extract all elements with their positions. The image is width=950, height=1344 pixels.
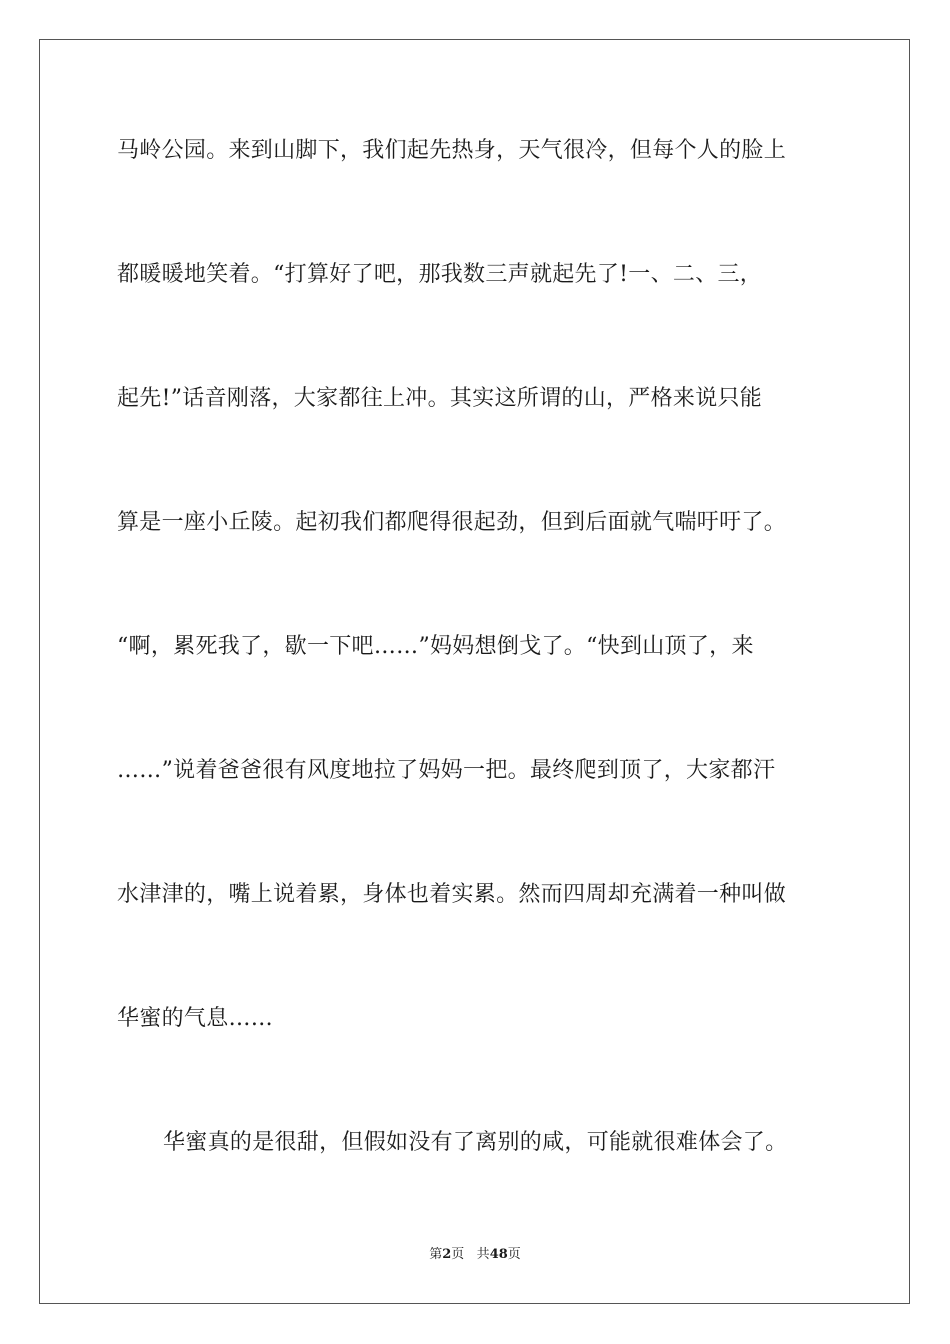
body-text-line: 都暖暖地笑着。“打算好了吧，那我数三声就起先了!一、二、三， (117, 262, 763, 287)
page-frame (39, 39, 910, 1304)
body-text-line: 起先!”话音刚落，大家都往上冲。其实这所谓的山，严格来说只能 (117, 386, 763, 411)
total-suffix: 页 (507, 1247, 521, 1262)
page-footer (0, 1246, 950, 1264)
total-pages: 48 (489, 1247, 508, 1262)
body-text-line: “啊，累死我了，歇一下吧……”妈妈想倒戈了。“快到山顶了，来 (117, 634, 754, 659)
total-prefix: 共 (476, 1247, 490, 1262)
page-suffix: 页 (451, 1247, 465, 1262)
body-text-line: 马岭公园。来到山脚下，我们起先热身，天气很冷，但每个人的脸上 (117, 138, 787, 163)
body-text-line: 水津津的，嘴上说着累，身体也着实累。然而四周却充满着一种叫做 (117, 882, 787, 907)
body-text-line: 华蜜的气息…… (117, 1006, 274, 1031)
paragraph-start-line: 华蜜真的是很甜，但假如没有了离别的咸，可能就很难体会了。 (163, 1130, 788, 1155)
body-text-line: 算是一座小丘陵。起初我们都爬得很起劲，但到后面就气喘吁吁了。 (117, 510, 787, 535)
body-text-line: ……”说着爸爸很有风度地拉了妈妈一把。最终爬到顶了，大家都汗 (117, 758, 776, 783)
page-number: 2 (442, 1247, 452, 1262)
page-prefix: 第 (429, 1247, 443, 1262)
